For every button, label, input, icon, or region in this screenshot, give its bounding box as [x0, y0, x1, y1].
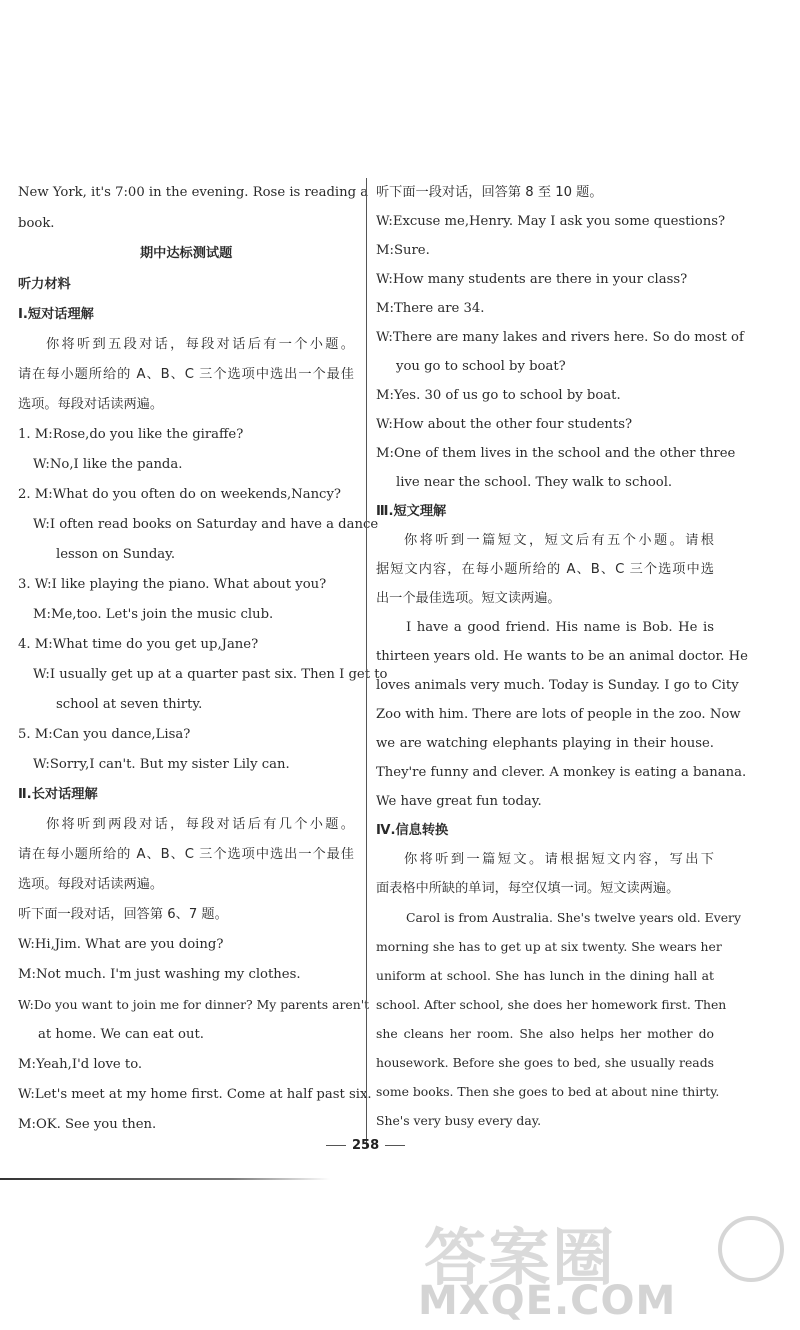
dialogue-line: W:How about the other four students?	[376, 417, 633, 432]
dialogue-line: W:How many students are there in your class?	[376, 272, 688, 287]
passage-line: Carol is from Australia. She's twelve years old. Every	[406, 910, 741, 925]
passage-line: They're funny and clever. A monkey is eating a banana.	[376, 765, 747, 780]
watermark-url: MXQE.COM	[418, 1278, 677, 1324]
dialogue-line: W:No,I like the panda.	[33, 457, 183, 472]
passage-line: She's very busy every day.	[376, 1113, 542, 1128]
dialogue-line: W:Sorry,I can't. But my sister Lily can.	[33, 757, 290, 772]
question-range-intro: 听下面一段对话，回答第 8 至 10 题。	[376, 185, 603, 200]
passage-line: uniform at school. She has lunch in the dining hall at	[376, 968, 714, 983]
dialogue-line: 1. M:Rose,do you like the giraffe?	[18, 427, 244, 442]
section-2-instruction: 你将听到两段对话，每段对话后有几个小题。	[46, 817, 354, 832]
section-3-heading: Ⅲ.短文理解	[376, 504, 447, 519]
column-divider	[366, 178, 367, 1148]
intro-line: book.	[18, 216, 55, 231]
dialogue-line: M:Not much. I'm just washing my clothes.	[18, 967, 301, 982]
watermark-badge-icon	[718, 1216, 784, 1282]
section-3-instruction: 出一个最佳选项。短文读两遍。	[376, 591, 561, 606]
watermark	[418, 1208, 788, 1326]
dialogue-line: M:OK. See you then.	[18, 1117, 157, 1132]
page-number-dash	[326, 1145, 346, 1146]
section-2-instruction: 选项。每段对话读两遍。	[18, 877, 164, 892]
dialogue-line: 4. M:What time do you get up,Jane?	[18, 637, 259, 652]
dialogue-line: M:Yes. 30 of us go to school by boat.	[376, 388, 621, 403]
dialogue-line: M:One of them lives in the school and the other three	[376, 446, 736, 461]
passage-line: Zoo with him. There are lots of people in the zoo. Now	[376, 707, 741, 722]
section-2-instruction: 请在每小题所给的 A、B、C 三个选项中选出一个最佳	[18, 847, 354, 862]
watermark-logo-text: 答案圈	[424, 1221, 617, 1294]
dialogue-line: live near the school. They walk to school.	[396, 475, 673, 490]
passage-line: housework. Before she goes to bed, she usually reads	[376, 1055, 714, 1070]
dialogue-line: W:Do you want to join me for dinner? My parents aren't	[18, 997, 370, 1012]
section-4-instruction: 你将听到一篇短文。请根据短文内容，写出下	[404, 852, 714, 867]
section-2-heading: Ⅱ.长对话理解	[18, 787, 98, 802]
page-number-text: 258	[352, 1138, 380, 1153]
listening-heading: 听力材料	[18, 277, 71, 292]
page-number-dash	[385, 1145, 405, 1146]
dialogue-line: at home. We can eat out.	[38, 1027, 204, 1042]
exam-title: 期中达标测试题	[140, 246, 233, 261]
section-4-heading: Ⅳ.信息转换	[376, 823, 449, 838]
section-1-instruction: 选项。每段对话读两遍。	[18, 397, 164, 412]
dialogue-line: 5. M:Can you dance,Lisa?	[18, 727, 191, 742]
dialogue-line: M:Yeah,I'd love to.	[18, 1057, 143, 1072]
dialogue-line: W:Hi,Jim. What are you doing?	[18, 937, 224, 952]
dialogue-line: W:Excuse me,Henry. May I ask you some questions?	[376, 214, 726, 229]
page-number	[320, 1138, 411, 1153]
dialogue-line: 2. M:What do you often do on weekends,Nancy?	[18, 487, 341, 502]
section-1-instruction: 请在每小题所给的 A、B、C 三个选项中选出一个最佳	[18, 367, 354, 382]
passage-line: We have great fun today.	[376, 794, 542, 809]
intro-line: New York, it's 7:00 in the evening. Rose is reading a	[18, 185, 369, 200]
dialogue-line: W:I usually get up at a quarter past six. Then I get to	[33, 667, 388, 682]
dialogue-line: 3. W:I like playing the piano. What about you?	[18, 577, 327, 592]
section-1-heading: Ⅰ.短对话理解	[18, 307, 94, 322]
dialogue-line: school at seven thirty.	[56, 697, 203, 712]
question-range-intro: 听下面一段对话，回答第 6、7 题。	[18, 907, 228, 922]
section-3-instruction: 据短文内容，在每小题所给的 A、B、C 三个选项中选	[376, 562, 714, 577]
dialogue-line: W:There are many lakes and rivers here. So do most of	[376, 330, 744, 345]
dialogue-line: W:Let's meet at my home first. Come at half past six.	[18, 1087, 372, 1102]
footer-rule	[0, 1178, 330, 1180]
passage-line: we are watching elephants playing in their house.	[376, 736, 714, 751]
dialogue-line: you go to school by boat?	[396, 359, 566, 374]
passage-line: morning she has to get up at six twenty. She wears her	[376, 939, 722, 954]
passage-line: loves animals very much. Today is Sunday. I go to City	[376, 678, 739, 693]
dialogue-line: M:Sure.	[376, 243, 430, 258]
passage-line: she cleans her room. She also helps her mother do	[376, 1026, 714, 1041]
passage-line: some books. Then she goes to bed at about nine thirty.	[376, 1084, 720, 1099]
dialogue-line: lesson on Sunday.	[56, 547, 176, 562]
section-3-instruction: 你将听到一篇短文，短文后有五个小题。请根	[404, 533, 714, 548]
section-4-instruction: 面表格中所缺的单词，每空仅填一词。短文读两遍。	[376, 881, 680, 896]
passage-line: I have a good friend. His name is Bob. He is	[406, 620, 714, 635]
passage-line: school. After school, she does her homework first. Then	[376, 997, 727, 1012]
dialogue-line: M:Me,too. Let's join the music club.	[33, 607, 274, 622]
passage-line: thirteen years old. He wants to be an animal doctor. He	[376, 649, 748, 664]
section-1-instruction: 你将听到五段对话，每段对话后有一个小题。	[46, 337, 354, 352]
dialogue-line: M:There are 34.	[376, 301, 485, 316]
dialogue-line: W:I often read books on Saturday and have a dance	[33, 517, 379, 532]
